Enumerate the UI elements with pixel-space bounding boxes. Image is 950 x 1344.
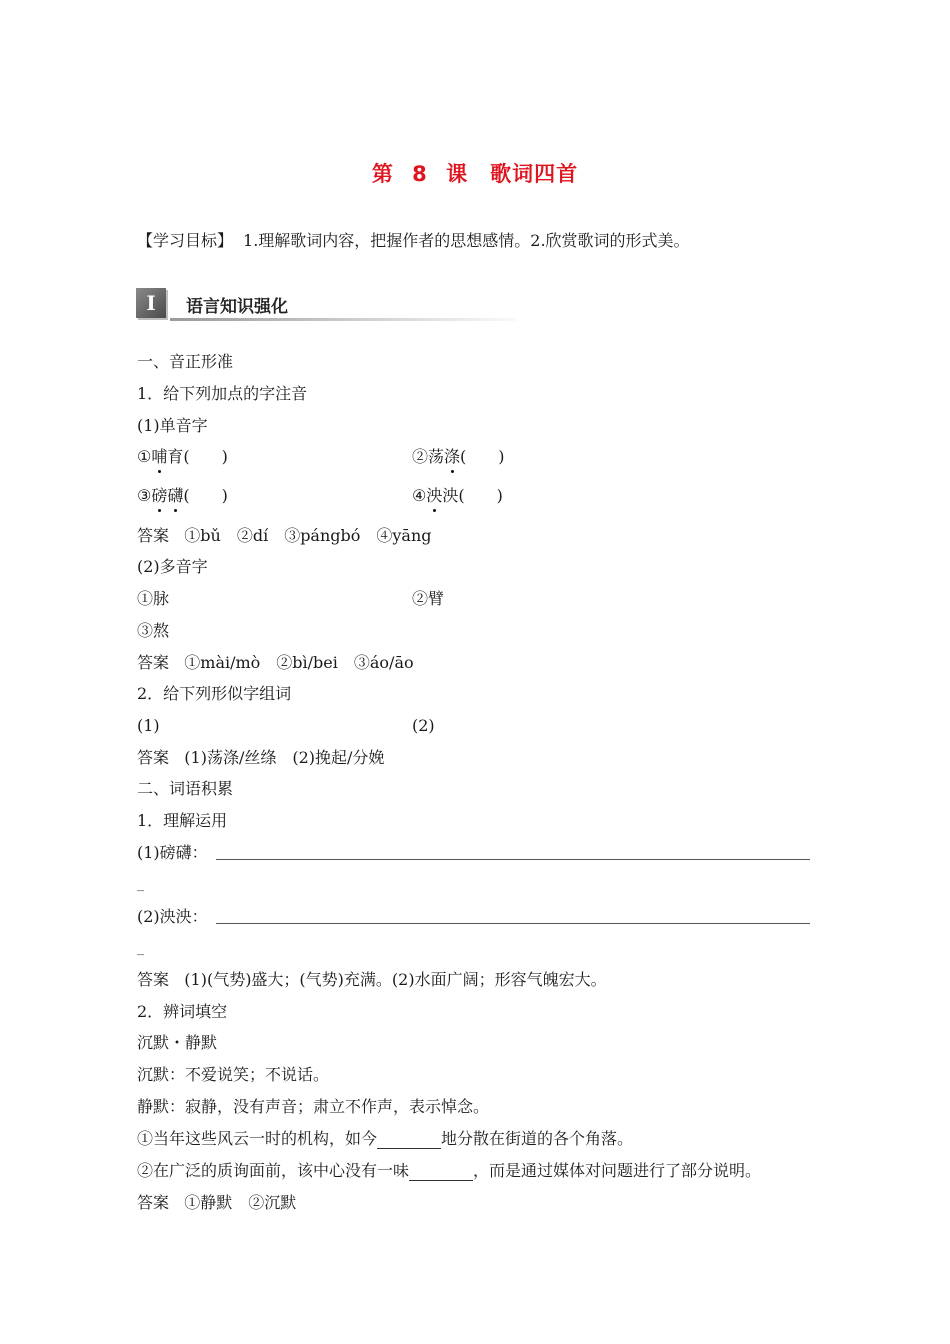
fill-line-1-trail: _ <box>137 876 144 892</box>
fill-line-2-trail: _ <box>137 940 144 956</box>
item-number: ④ <box>412 486 427 505</box>
answer-text: ①bǔ ②dí ③pángbó ④yāng <box>184 526 432 545</box>
word-pair: 沉默・静默 <box>137 1033 218 1052</box>
polyphone-item-3: ③熬 <box>137 621 170 640</box>
fill-item-1: (1)磅礴： <box>137 843 208 862</box>
char: 荡 <box>428 447 445 466</box>
definition-1: 沉默：不爱说笑；不说话。 <box>137 1065 330 1084</box>
sentence-blank-2[interactable] <box>409 1162 473 1181</box>
sentence-text: ②在广泛的质询面前，该中心没有一味 <box>137 1161 410 1180</box>
part2-question-1: 1．理解运用 <box>137 811 228 830</box>
pinyin-item-4 <box>412 486 503 506</box>
pinyin-item-1 <box>137 447 228 467</box>
fill-line-2[interactable] <box>216 923 810 924</box>
form-item-2: (2) <box>412 716 435 735</box>
sentence-text: ，而是通过媒体对问题进行了部分说明。 <box>473 1161 762 1180</box>
answer-label: 答案 <box>137 970 170 989</box>
answer-text: ①静默 ②沉默 <box>184 1193 297 1212</box>
sentence-text: ①当年这些风云一时的机构，如今 <box>137 1129 378 1148</box>
part1-question-1: 1．给下列加点的字注音 <box>137 384 308 403</box>
answer-label: 答案 <box>137 748 170 767</box>
answer-4 <box>137 970 607 990</box>
char: 泱 <box>442 486 459 505</box>
answer-label: 答案 <box>137 526 170 545</box>
char: 育 <box>167 447 184 466</box>
lesson-title: 第 8 课 歌词四首 <box>371 162 579 186</box>
sentence-text: 地分散在街道的各个角落。 <box>441 1129 634 1148</box>
learning-goals <box>137 228 690 251</box>
item-number: ① <box>137 447 152 466</box>
answer-blank[interactable]: ( ) <box>183 486 228 505</box>
fill-line-1[interactable] <box>216 859 810 860</box>
sentence-blank-1[interactable] <box>377 1130 441 1149</box>
part2-heading: 二、词语积累 <box>137 779 234 798</box>
goal-tag: 【学习目标】 <box>137 231 234 250</box>
dotted-char: 涤 <box>444 447 461 466</box>
part1-sub-2: (2)多音字 <box>137 557 208 576</box>
section-header <box>136 288 516 322</box>
answer-label: 答案 <box>137 1193 170 1212</box>
dotted-char: 哺 <box>151 447 168 466</box>
pinyin-item-2 <box>412 447 505 467</box>
answer-blank[interactable]: ( ) <box>183 447 228 466</box>
part2-question-2: 2．辨词填空 <box>137 1002 228 1021</box>
polyphone-item-1: ①脉 <box>137 589 170 608</box>
item-number: ③ <box>137 486 152 505</box>
form-item-1: (1) <box>137 716 160 735</box>
answer-2 <box>137 653 414 673</box>
dotted-char: 磅 <box>151 486 168 505</box>
part1-question-2: 2．给下列形似字组词 <box>137 684 292 703</box>
answer-text: (1)(气势)盛大；(气势)充满。(2)水面广阔；形容气魄宏大。 <box>184 970 607 989</box>
pinyin-item-3 <box>137 486 228 506</box>
section-rule <box>170 318 516 321</box>
goal-text: 1.理解歌词内容，把握作者的思想感情。2.欣赏歌词的形式美。 <box>243 231 690 250</box>
answer-blank[interactable]: ( ) <box>460 447 505 466</box>
dotted-char: 礴 <box>167 486 184 505</box>
definition-2: 静默：寂静，没有声音；肃立不作声，表示悼念。 <box>137 1097 490 1116</box>
answer-text: ①mài/mò ②bì/bei ③áo/āo <box>184 653 414 672</box>
answer-text: (1)荡涤/丝绦 (2)挽起/分娩 <box>184 748 385 767</box>
part1-sub-1: (1)单音字 <box>137 416 208 435</box>
section-label: 语言知识强化 <box>186 297 288 317</box>
answer-label: 答案 <box>137 653 170 672</box>
item-number: ② <box>412 447 429 466</box>
answer-blank[interactable]: ( ) <box>458 486 503 505</box>
part1-heading: 一、音正形准 <box>137 352 234 371</box>
fill-item-2: (2)泱泱： <box>137 907 208 926</box>
section-numeral-badge: I <box>136 288 166 318</box>
sentence-2 <box>137 1161 761 1181</box>
sentence-1 <box>137 1129 633 1149</box>
polyphone-item-2: ②臂 <box>412 589 445 608</box>
answer-3 <box>137 748 384 768</box>
answer-5 <box>137 1193 296 1213</box>
answer-1 <box>137 526 432 546</box>
dotted-char: 泱 <box>426 486 443 505</box>
